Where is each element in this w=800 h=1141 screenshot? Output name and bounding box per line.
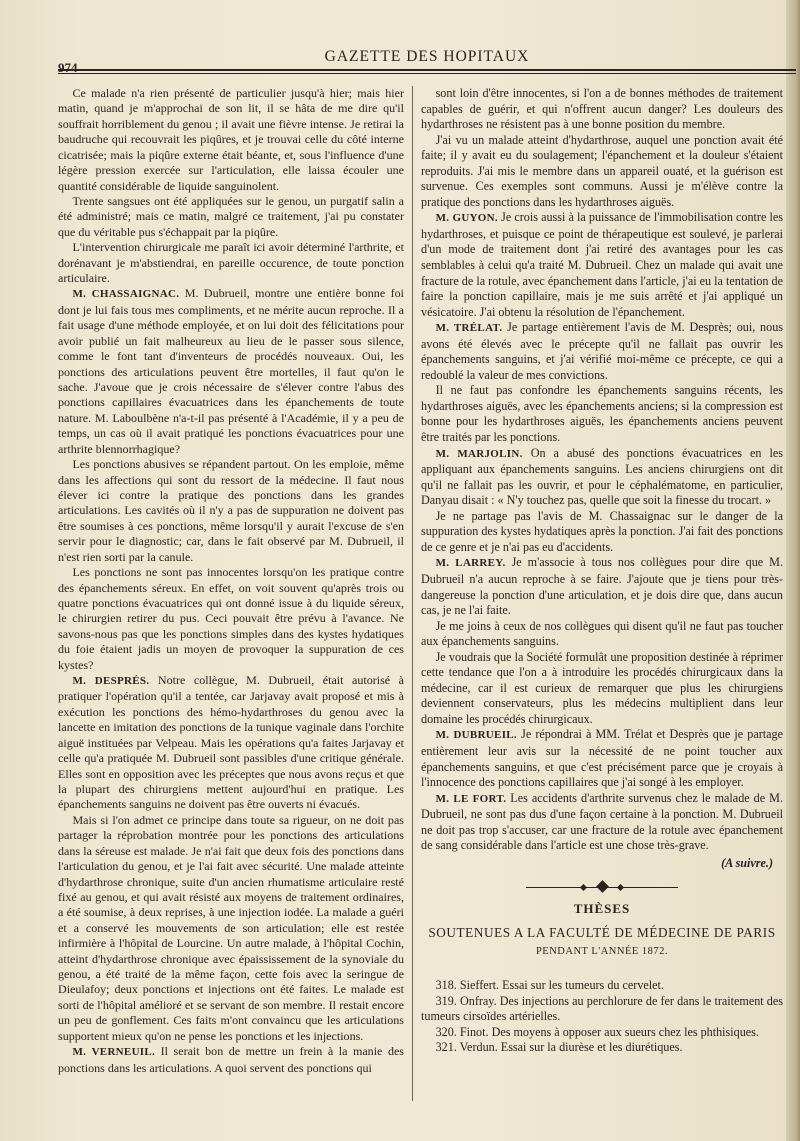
page-header — [58, 42, 796, 84]
paragraph — [58, 457, 404, 565]
theses-heading: THÈSES — [573, 901, 631, 917]
paragraph — [421, 446, 783, 509]
paragraph-text: Les accidents d'arthrite survenus chez le malade de M. Dubrueil, ne sont pas dus d'une façon certaine à la ponction. M. Dubrueil ne doit pas trop s'accuser, car une fracture de la rotule avec épanchement de sang considérable dans l'article est une chose très-grave. — [421, 790, 783, 853]
speaker-name: M. MARJOLIN. — [435, 447, 523, 460]
paragraph-text: sont loin d'être innocentes, si l'on a de bonnes méthodes de traitement capables de guérir, et qui n'offrent aucun danger? Les douleurs des hydarthroses ne résistent pas à une bonne position du membre. — [421, 86, 783, 132]
header-rule-thin — [58, 73, 796, 74]
page-binding-edge — [786, 0, 800, 1141]
thesis-entry: 319. Onfray. Des injections au perchlorure de fer dans le traitement des tumeurs cirsoïdes artérielles. — [421, 993, 783, 1024]
paragraph-text: L'intervention chirurgicale me paraît ici avoir déterminé l'arthrite, et dorénavant je m'abstiendrai, en pareille occurence, de toute ponction articulaire. — [58, 240, 404, 286]
paragraph — [421, 210, 783, 320]
paragraph-text: Je répondrai à MM. Trélat et Desprès que je partage entièrement leur avis sur la nécessité de ne point toucher aux épanchements sanguins, et que c'est précisément parce que je croyais à l'innocence des ponctions capillaires que j'ai songé à les employer. — [421, 727, 783, 790]
paragraph — [421, 383, 783, 445]
paragraph-text: Ce malade n'a rien présenté de particulier jusqu'à hier; mais hier matin, quand je m'approchai de son lit, il se hâta de me dire qu'il souffrait horriblement du genou ; il avait une fièvre intense. Je retirai la baudruche qui recouvrait les piqûres, et je trouvai celle du côté interne cicatrisée; mais la piqûre externe était béante, et, sous l'influence d'une légère pression exercée sur l'articulation, elle laissa écouler une quantité considérable de liquide sanguinolent. — [58, 86, 404, 193]
speaker-name: M. TRÉLAT. — [435, 322, 503, 335]
paragraph — [421, 727, 783, 790]
paragraph — [421, 619, 783, 650]
paragraph — [58, 565, 404, 673]
paragraph-text: Je voudrais que la Société formulât une proposition destinée à réprimer cette tendance que l'on a à introduire les procédés chirurgicaux dans la médecine, car il est curieux de remarquer que plus les chirurgiens deviennent conservateurs, plus les médecins multiplient dans leur domaine les procédés chirurgicaux. — [421, 649, 783, 726]
speaker-name: M. LE FORT. — [435, 792, 507, 805]
speaker-name: M. GUYON. — [435, 212, 498, 225]
paragraph — [421, 791, 783, 854]
paragraph — [421, 320, 783, 383]
speaker-name: M. CHASSAIGNAC. — [72, 288, 180, 301]
paragraph-text: Je ne partage pas l'avis de M. Chassaignac sur le danger de la suppuration des kystes hydatiques après la ponction. J'ai fait des ponctions de ce genre et je n'ai pas eu d'accidents. — [421, 508, 783, 554]
column-divider — [412, 86, 413, 1101]
right-column-body — [421, 86, 783, 854]
paragraph-text: Mais si l'on admet ce principe dans toute sa rigueur, on ne doit pas partager la réprobation montrée pour les ponctions des articulations dans la séreuse est malade. Je n'ai fait que deux fois des ponctions dans l'articulation du genou, et je l'ai fait avec sécurité. Une malade atteinte d'hydarthrose chronique, suite d'un ancien rhumatisme articulaire resté fixé au genou, et qui avait résisté aux moyens de traitement ordinaires, a été soumise, à deux reprises, à une injection iodée. La malade a guéri et a conservé les mouvements de son articulation; elle est restée infirmière à l'hôpital de Lourcine. Un autre malade, à l'hôpital Cochin, atteint d'hydarthrose chronique avec épaississement de la synoviale du genou, a été traité de la même façon, cette fois avec la seringue de Dieulafoy; deux ponctions et injections ont été faites. Le malade est sorti de l'hôpital amélioré et se servant de son membre. Il restait encore un peu de gonflement. Ces faits m'ont convaincu que les articulations supportent mieux qu'on ne pense les ponctions et les injections. — [58, 812, 404, 1043]
paragraph-text: J'ai vu un malade atteint d'hydarthrose, auquel une ponction avait été faite; il y avait eu du soulagement; l'épanchement et la douleur s'étaient reproduits. J'ai mis le membre dans un appareil ouaté, et la guérison est survenue. Ces exemples sont communs. Aussi je m'élève contre la pratique des ponctions dans les hydarthroses aiguës. — [421, 132, 783, 209]
paragraph-text: Les ponctions abusives se répandent partout. On les emploie, même dans les affections qui sont du ressort de la médecine. Il faut nous élever ici contre la pratique des ponctions dans les grandes articulations. Les cavités où il n'y a pas de suppuration ne doivent pas être soumises à ces ponctions, même lorsqu'il y aurait l'excuse de s'en servir pour le diagnostic; car, dans le fait observé par M. Dubrueil, il n'est rien sorti par la canule. — [58, 457, 404, 564]
paragraph — [58, 673, 404, 813]
separator-dot — [617, 884, 624, 891]
theses-period: PENDANT L'ANNÉE 1872. — [535, 946, 669, 958]
right-column — [421, 86, 783, 1056]
paragraph — [421, 509, 783, 556]
header-rule-thick — [58, 69, 796, 71]
paragraph — [58, 813, 404, 1044]
paragraph-text: Il serait bon de mettre un frein à la manie des ponctions dans les articulations. A quoi servent des ponctions qui — [58, 1044, 404, 1075]
thesis-entry: 320. Finot. Des moyens à opposer aux sueurs chez les phthisiques. — [435, 1024, 759, 1039]
paragraph-text: Notre collègue, M. Dubrueil, était autorisé à pratiquer l'opération qu'il a tentée, car Jarjavay avait proposé et mis à exécution les ponctions des hémo-hydarthroses du genou avec la lancette en imitation des ponctions de la tunique vaginale dans l'orchite aiguë instituées par Velpeau. Mais les opérations qu'a faites Jarjavay et celle qu'a pratiquée M. Dubrueil sont passibles d'une critique générale. Elles sont en opposition avec les préceptes que nous avons reçus et que la plupart des chirurgiens mettent aujourd'hui en pratique. Les épanchements sanguins ne doivent pas être ouverts ni évacués. — [58, 673, 405, 812]
paragraph — [58, 86, 404, 194]
paragraph-text: Je me joins à ceux de nos collègues qui disent qu'il ne faut pas toucher aux épanchements sanguins. — [421, 618, 783, 649]
speaker-name: M. VERNEUIL. — [72, 1046, 156, 1059]
speaker-name: M. DUBRUEIL. — [435, 729, 517, 742]
paragraph-text: Je partage entièrement l'avis de M. Desprès; oui, nous avons été élevés avec le précepte qu'il ne fallait pas ouvrir les épanchements sanguins, et j'ai vérifié moi-même ce précepte, ce qui a redoublé la valeur de mes convictions. — [421, 320, 783, 382]
section-separator — [421, 877, 783, 897]
theses-list — [421, 978, 783, 1056]
speaker-name: M. LARREY. — [435, 557, 506, 570]
theses-subheading: SOUTENUES A LA FACULTÉ DE MÉDECINE DE PARIS — [428, 924, 776, 940]
paragraph — [58, 1044, 404, 1076]
journal-title: GAZETTE DES HOPITAUX — [324, 48, 530, 65]
separator-diamond — [596, 880, 609, 893]
page-number: 974 — [58, 60, 78, 75]
paragraph-text: Trente sangsues ont été appliquées sur le genou, un purgatif salin a été administré; mais ce matin, malgré ce traitement, j'ai pu constater que du véritable pus s'échappait par la piqûre. — [58, 193, 404, 239]
paragraph-text: Je crois aussi à la puissance de l'immobilisation contre les hydarthroses, et puisque ce point de thérapeutique est soulevé, je parlerai d'un mode de traitement dont j'ai retiré des avantages pour les cas semblables à celui qu'a traité M. Dubrueil. Chez un malade qui avait une fracture de la rotule, avec épanchement dans l'article, j'ai eu la tentation de faire la ponction capillaire, mais je me suis arrêté et j'ai appliqué un vésicatoire. J'ai obtenu la résolution de l'épanchement. — [421, 210, 783, 319]
paragraph — [58, 286, 404, 457]
paragraph-text: On a abusé des ponctions évacuatrices en les appliquant aux épanchements sanguins. Les anciens chirurgiens ont dit qu'il ne fallait pas les ouvrir, et pour le céphalématome, en particulier, Danyau disait : « N'y touchez pas, quelle que soit la finesse du trocart. » — [421, 445, 783, 508]
to-be-continued: (A suivre.) — [721, 855, 773, 870]
paragraph-text: Il ne faut pas confondre les épanchements sanguins récents, les hydarthroses aiguës, avec les épanchements anciens; si la compression est bonne pour les hydarthroses aiguës, les épanchements anciens peuvent être traités par les ponctions. — [421, 383, 783, 445]
speaker-name: M. DESPRÉS. — [72, 675, 150, 688]
thesis-entry: 321. Verdun. Essai sur la diurèse et les diurétiques. — [435, 1040, 683, 1055]
paragraph-text: Les ponctions ne sont pas innocentes lorsqu'on les pratique contre des épanchements séreux. En effet, on voit souvent qu'après trois ou quatre ponctions évacuatrices qui ont donné issue à du liquide séreux, le chirurgien retirer du pus. Ceci pouvait être prévu à l'avance. Ne savons-nous pas que les ponctions simples dans des kystes hydatiques du foie étaient jadis un moyen de provoquer la suppuration de ces kystes? — [58, 565, 404, 672]
thesis-entry: 318. Sieffert. Essai sur les tumeurs du cervelet. — [435, 977, 664, 992]
paragraph-text: Je m'associe à tous nos collègues pour dire que M. Dubrueil n'a aucun reproche à se faire. J'ajoute que je tiens pour très-dangereuse la ponction d'une articulation, et je dois dire que, dans aucun cas, je ne l'ai faite. — [421, 555, 783, 618]
paragraph — [58, 240, 404, 286]
separator-dot — [580, 884, 587, 891]
left-column — [58, 86, 404, 1076]
paragraph — [421, 133, 783, 211]
paragraph — [421, 555, 783, 618]
paragraph — [421, 86, 783, 133]
paragraph — [58, 194, 404, 240]
paragraph — [421, 650, 783, 728]
paragraph-text: M. Dubrueil, montre une entière bonne foi dont je lui fais tous mes compliments, et ne mérite aucun reproche. Il a fait usage d'une méthode employée, et on lui doit des félicitations pour avoir publié un fait malheureux au lieu de le passer sous silence, comme le font tant d'inventeurs de procédés nouveaux. Oui, les ponctions des articulations peuvent être mortelles, il faut qu'on le sache. J'avoue que je crois nécessaire de s'élever contre l'abus des ponctions capillaires évacuatrices dans les épanchements de toute nature. M. Laboulbène n'a-t-il pas présenté à l'Académie, il y a peu de temps, un cas où il avait pratiqué les ponctions évacuatrices pour une arthrite blennorrhagique? — [58, 286, 404, 456]
